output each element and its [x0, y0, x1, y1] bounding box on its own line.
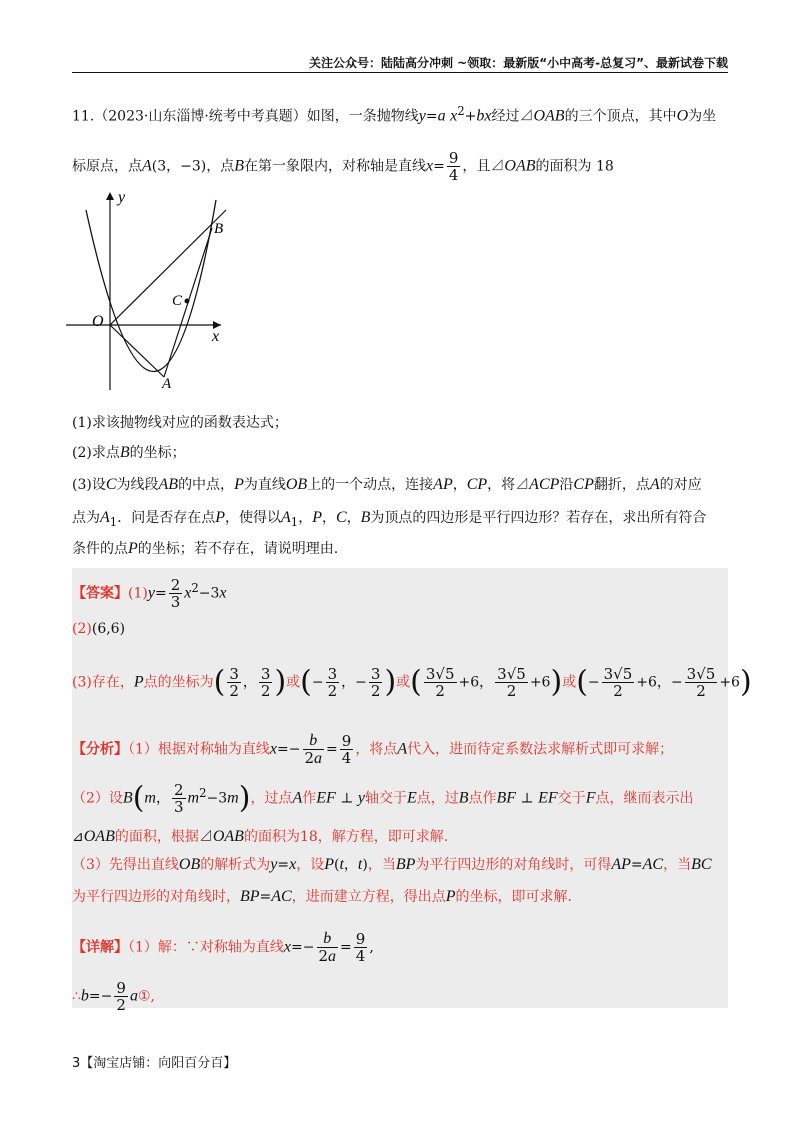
question-3-line-1: (3)设C为线段AB的中点，P为直线OB上的一个动点，连接AP，CP，将⊿ACP沿CP翻折，点A的对应: [72, 476, 702, 493]
page-header: 关注公众号：陆陆高分冲刺 ~领取：最新版“小中高考-总复习”、最新试卷下载: [309, 56, 728, 70]
footer-store: 【淘宝店铺：向阳百分百】: [80, 1056, 237, 1071]
page-footer: [72, 1052, 236, 1071]
header-divider: [72, 72, 728, 73]
question-2: (2)求点B的坐标；: [72, 444, 186, 461]
analysis-5: 为平行四边形的对角线时，BP=AC，进而建立方程，得出点P的坐标，即可求解.: [72, 888, 572, 905]
answer-2: (2)(6,6): [72, 621, 126, 637]
label-point-c: C: [172, 293, 183, 309]
page-number: 3: [72, 1056, 81, 1071]
line-ob: [110, 210, 226, 325]
question-3-line-3: 条件的点P的坐标；若不存在，请说明理由.: [72, 540, 339, 557]
question-3-line-2: 点为$A_1$．问是否存在点P，使得以$A_1$，P，C，B为顶点的四边形是平行四边形？若存在，求出所有符合: [72, 509, 707, 529]
problem-line-2: 标原点，点A(3，−3)，点B在第一象限内，对称轴是直线x= $\frac{9}{4}$ ，且⊿OAB的面积为 18: [72, 149, 614, 184]
answer-1: 【答案】(1)y= $\frac{2}{3}$ $x^2-3x$: [72, 576, 227, 612]
question-1: (1)求该抛物线对应的函数表达式；: [72, 415, 288, 431]
analysis-1: 【分析】（1）根据对称轴为直线x=− $\frac{b}{2a}$ = $\frac{9}{4}$ ，将点A代入，进而待定系数法求解析式即可求解；: [72, 732, 674, 767]
answer-3: (3)存在，P点的坐标为( $\frac{3}{2}$ ， $\frac{3}{2}$ )或(− $\frac{3}{2}$ ，− $\frac{3}{2}$ )或( $\frac{3√5}{2}$ +6， $\frac{3√5}{2}$ +6)或(− $\frac{3√5}{2}$ +6，− $\frac{3√5}{2}$ +6): [72, 664, 752, 700]
parabola-graph: [66, 188, 236, 398]
point-c: [185, 299, 190, 304]
label-x-axis: x: [212, 328, 220, 345]
label-point-a: A: [162, 376, 172, 392]
analysis-4: （3）先得出直线OB的解析式为y=x，设P(t，t)，当BP为平行四边形的对角线时，可得AP=AC，当BC: [72, 856, 712, 873]
y-axis-arrow: [106, 192, 114, 200]
label-y-axis: y: [118, 189, 126, 206]
problem-line-1: 11.（2023·山东淄博·统考中考真题）如图，一条抛物线y=a $x^2+bx$经过⊿OAB的三个顶点，其中O为坐: [72, 104, 717, 125]
parabola-curve: [86, 200, 216, 372]
detail-1: 【详解】（1）解：∵对称轴为直线x=− $\frac{b}{2a}$ = $\frac{9}{4}$ ,: [72, 930, 374, 965]
line-oa: [110, 325, 164, 377]
analysis-2: （2）设B(m， $\frac{2}{3}$ $m^2-3m$)，过点A作EF ⊥ y轴交于E点，过B点作BF ⊥ EF交于F点，继而表示出: [72, 780, 694, 817]
label-point-b: B: [214, 221, 224, 237]
label-origin: O: [92, 313, 104, 330]
detail-2: ∴b=− $\frac{9}{2}$ a①,: [72, 979, 155, 1014]
analysis-3: ⊿OAB的面积，根据⊿OAB的面积为18，解方程，即可求解.: [72, 828, 449, 845]
